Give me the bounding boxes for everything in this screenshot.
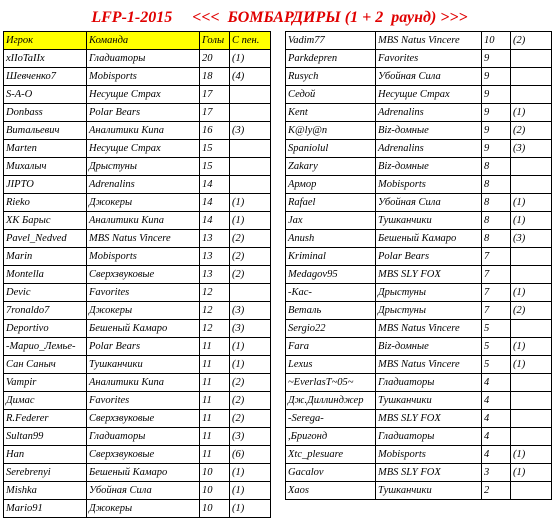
- team-cell: Тушканчики: [376, 392, 482, 410]
- team-cell: Несущие Страх: [87, 86, 200, 104]
- team-cell: MBS SLY FOX: [376, 266, 482, 284]
- table-row: [286, 248, 552, 266]
- goals-cell: 9: [482, 122, 511, 140]
- penalty-cell: [511, 68, 552, 86]
- goals-cell: 4: [482, 446, 511, 464]
- penalty-cell: (1): [230, 356, 271, 374]
- table-row: [4, 230, 271, 248]
- table-row: [286, 140, 552, 158]
- penalty-cell: (6): [230, 446, 271, 464]
- goals-cell: 8: [482, 194, 511, 212]
- table-row: [286, 104, 552, 122]
- table-row: [4, 104, 271, 122]
- table-row: [4, 86, 271, 104]
- penalty-cell: (1): [230, 500, 271, 518]
- player-cell: Седой: [286, 86, 376, 104]
- team-cell: Бешеный Камаро: [87, 320, 200, 338]
- table-row: [4, 356, 271, 374]
- penalty-cell: (2): [230, 266, 271, 284]
- player-cell: Vampir: [4, 374, 87, 392]
- table-row: [286, 374, 552, 392]
- team-cell: Polar Bears: [87, 338, 200, 356]
- team-cell: Аналитики Кипа: [87, 374, 200, 392]
- goals-cell: 13: [200, 266, 230, 284]
- goals-cell: 15: [200, 158, 230, 176]
- penalty-cell: (3): [230, 302, 271, 320]
- table-row: [286, 338, 552, 356]
- table-row: [286, 194, 552, 212]
- team-cell: Biz-домные: [376, 158, 482, 176]
- table-row: [286, 410, 552, 428]
- goals-cell: 5: [482, 356, 511, 374]
- player-cell: Serebrenyi: [4, 464, 87, 482]
- penalty-cell: (2): [230, 392, 271, 410]
- header-penalty: С пен.: [230, 32, 271, 50]
- table-row: [4, 212, 271, 230]
- penalty-cell: (2): [230, 230, 271, 248]
- goals-cell: 2: [482, 482, 511, 500]
- team-cell: Убойная Сила: [376, 194, 482, 212]
- player-cell: Шевченко7: [4, 68, 87, 86]
- team-cell: Mobisports: [87, 68, 200, 86]
- player-cell: JIPTO: [4, 176, 87, 194]
- player-cell: Montella: [4, 266, 87, 284]
- player-cell: Kriminal: [286, 248, 376, 266]
- goals-cell: 11: [200, 428, 230, 446]
- team-cell: Несущие Страх: [376, 86, 482, 104]
- penalty-cell: (1): [230, 338, 271, 356]
- player-cell: Devic: [4, 284, 87, 302]
- penalty-cell: [511, 176, 552, 194]
- penalty-cell: [511, 392, 552, 410]
- player-cell: Anush: [286, 230, 376, 248]
- penalty-cell: [511, 410, 552, 428]
- penalty-cell: (1): [511, 446, 552, 464]
- table-row: [286, 50, 552, 68]
- table-row: [4, 338, 271, 356]
- goals-cell: 10: [482, 32, 511, 50]
- penalty-cell: [511, 158, 552, 176]
- player-cell: Rieko: [4, 194, 87, 212]
- goals-cell: 10: [200, 482, 230, 500]
- player-cell: Vadim77: [286, 32, 376, 50]
- player-cell: Medagov95: [286, 266, 376, 284]
- goals-cell: 12: [200, 284, 230, 302]
- penalty-cell: [230, 104, 271, 122]
- table-row: [4, 500, 271, 518]
- table-row: [4, 320, 271, 338]
- penalty-cell: (2): [230, 410, 271, 428]
- penalty-cell: [511, 374, 552, 392]
- team-cell: Adrenalins: [376, 104, 482, 122]
- penalty-cell: (1): [511, 194, 552, 212]
- player-cell: Jax: [286, 212, 376, 230]
- goals-cell: 14: [200, 212, 230, 230]
- goals-cell: 4: [482, 428, 511, 446]
- penalty-cell: (1): [511, 464, 552, 482]
- player-cell: Mario91: [4, 500, 87, 518]
- player-cell: Михалыч: [4, 158, 87, 176]
- penalty-cell: (2): [230, 374, 271, 392]
- goals-cell: 9: [482, 68, 511, 86]
- team-cell: Джокеры: [87, 302, 200, 320]
- team-cell: Дрыстуны: [376, 284, 482, 302]
- penalty-cell: [511, 320, 552, 338]
- player-cell: Sultan99: [4, 428, 87, 446]
- team-cell: Favorites: [87, 284, 200, 302]
- table-row: [286, 212, 552, 230]
- penalty-cell: (3): [230, 428, 271, 446]
- goals-cell: 3: [482, 464, 511, 482]
- table-row: [286, 176, 552, 194]
- team-cell: MBS Natus Vincere: [376, 320, 482, 338]
- team-cell: Mobisports: [376, 176, 482, 194]
- player-cell: Sergio22: [286, 320, 376, 338]
- player-cell: Kent: [286, 104, 376, 122]
- goals-cell: 8: [482, 158, 511, 176]
- team-cell: Бешеный Камаро: [87, 464, 200, 482]
- table-row: [286, 86, 552, 104]
- team-cell: Сверхзвуковые: [87, 446, 200, 464]
- goals-cell: 13: [200, 230, 230, 248]
- player-cell: ,Бригонд: [286, 428, 376, 446]
- goals-cell: 10: [200, 464, 230, 482]
- player-cell: Fara: [286, 338, 376, 356]
- penalty-cell: (2): [511, 302, 552, 320]
- goals-cell: 9: [482, 50, 511, 68]
- table-row: [286, 302, 552, 320]
- player-cell: Rusych: [286, 68, 376, 86]
- team-cell: MBS Natus Vincere: [87, 230, 200, 248]
- header-goals: Голы: [200, 32, 230, 50]
- player-cell: Rafael: [286, 194, 376, 212]
- penalty-cell: [230, 176, 271, 194]
- goals-cell: 4: [482, 410, 511, 428]
- goals-cell: 8: [482, 176, 511, 194]
- team-cell: Аналитики Кипа: [87, 122, 200, 140]
- penalty-cell: (2): [230, 248, 271, 266]
- penalty-cell: (1): [511, 212, 552, 230]
- team-cell: Гладиаторы: [87, 50, 200, 68]
- goals-cell: 4: [482, 392, 511, 410]
- table-row: [4, 374, 271, 392]
- table-row: [4, 158, 271, 176]
- penalty-cell: (1): [511, 338, 552, 356]
- scorers-table-right: [285, 31, 552, 500]
- table-row: [4, 284, 271, 302]
- goals-cell: 7: [482, 248, 511, 266]
- table-row: [286, 320, 552, 338]
- goals-cell: 11: [200, 410, 230, 428]
- goals-cell: 16: [200, 122, 230, 140]
- team-cell: Сверхзвуковые: [87, 410, 200, 428]
- player-cell: Lexus: [286, 356, 376, 374]
- player-cell: -Марио_Лемье-: [4, 338, 87, 356]
- penalty-cell: (1): [511, 356, 552, 374]
- header-player: Игрок: [4, 32, 87, 50]
- goals-cell: 20: [200, 50, 230, 68]
- goals-cell: 12: [200, 320, 230, 338]
- player-cell: Нап: [4, 446, 87, 464]
- penalty-cell: [511, 248, 552, 266]
- player-cell: Gacalov: [286, 464, 376, 482]
- penalty-cell: (3): [230, 320, 271, 338]
- goals-cell: 15: [200, 140, 230, 158]
- team-cell: Polar Bears: [87, 104, 200, 122]
- player-cell: xIIoTaIIx: [4, 50, 87, 68]
- goals-cell: 17: [200, 86, 230, 104]
- team-cell: Mobisports: [87, 248, 200, 266]
- table-row: [286, 284, 552, 302]
- player-cell: Mishka: [4, 482, 87, 500]
- scorers-table-left: [3, 31, 271, 518]
- player-cell: Donbass: [4, 104, 87, 122]
- table-row: [4, 482, 271, 500]
- player-cell: Spaniolul: [286, 140, 376, 158]
- team-cell: Бешеный Камаро: [376, 230, 482, 248]
- penalty-cell: (1): [230, 50, 271, 68]
- player-cell: ~EverlasT~05~: [286, 374, 376, 392]
- goals-cell: 14: [200, 194, 230, 212]
- table-row: [4, 266, 271, 284]
- goals-cell: 12: [200, 302, 230, 320]
- table-row: [286, 356, 552, 374]
- player-cell: Deportivo: [4, 320, 87, 338]
- team-cell: Убойная Сила: [376, 68, 482, 86]
- goals-cell: 10: [200, 500, 230, 518]
- penalty-cell: [511, 50, 552, 68]
- goals-cell: 5: [482, 338, 511, 356]
- player-cell: Армор: [286, 176, 376, 194]
- table-row: [286, 68, 552, 86]
- goals-cell: 17: [200, 104, 230, 122]
- table-row: [4, 410, 271, 428]
- team-cell: Сверхзвуковые: [87, 266, 200, 284]
- table-row: [286, 482, 552, 500]
- goals-cell: 18: [200, 68, 230, 86]
- player-cell: Витальевич: [4, 122, 87, 140]
- goals-cell: 9: [482, 86, 511, 104]
- player-cell: -Кас-: [286, 284, 376, 302]
- player-cell: Pavel_Nedved: [4, 230, 87, 248]
- table-row: [4, 140, 271, 158]
- goals-cell: 7: [482, 284, 511, 302]
- goals-cell: 11: [200, 392, 230, 410]
- header-team: Команда: [87, 32, 200, 50]
- table-row: [286, 392, 552, 410]
- table-row: [4, 464, 271, 482]
- table-row: [286, 464, 552, 482]
- team-cell: Джокеры: [87, 500, 200, 518]
- penalty-cell: (1): [230, 212, 271, 230]
- team-cell: Дрыстуны: [376, 302, 482, 320]
- team-cell: MBS SLY FOX: [376, 410, 482, 428]
- table-row: [4, 122, 271, 140]
- team-cell: MBS Natus Vincere: [376, 32, 482, 50]
- table-row: [4, 302, 271, 320]
- table-row: [286, 122, 552, 140]
- player-cell: ХК Барыс: [4, 212, 87, 230]
- team-cell: Favorites: [376, 50, 482, 68]
- team-cell: Гладиаторы: [376, 428, 482, 446]
- team-cell: Adrenalins: [87, 176, 200, 194]
- table-row: [4, 392, 271, 410]
- team-cell: Несущие Страх: [87, 140, 200, 158]
- team-cell: Убойная Сила: [87, 482, 200, 500]
- penalty-cell: (3): [230, 122, 271, 140]
- team-cell: Favorites: [87, 392, 200, 410]
- goals-cell: 9: [482, 104, 511, 122]
- team-cell: Дрыстуны: [87, 158, 200, 176]
- penalty-cell: (1): [511, 284, 552, 302]
- goals-cell: 7: [482, 302, 511, 320]
- player-cell: Дж.Диллинджер: [286, 392, 376, 410]
- goals-cell: 4: [482, 374, 511, 392]
- goals-cell: 14: [200, 176, 230, 194]
- team-cell: Biz-домные: [376, 122, 482, 140]
- table-row: [286, 428, 552, 446]
- team-cell: Аналитики Кипа: [87, 212, 200, 230]
- table-row: [4, 446, 271, 464]
- goals-cell: 11: [200, 338, 230, 356]
- table-row: [286, 446, 552, 464]
- goals-cell: 13: [200, 248, 230, 266]
- penalty-cell: (3): [511, 140, 552, 158]
- player-cell: Xaos: [286, 482, 376, 500]
- player-cell: Parkdepren: [286, 50, 376, 68]
- header-row: [4, 32, 271, 50]
- team-cell: Гладиаторы: [376, 374, 482, 392]
- player-cell: S-A-O: [4, 86, 87, 104]
- table-row: [4, 68, 271, 86]
- penalty-cell: (1): [230, 194, 271, 212]
- player-cell: Zakary: [286, 158, 376, 176]
- player-cell: Веталь: [286, 302, 376, 320]
- player-cell: Marten: [4, 140, 87, 158]
- page-title: LFP-1-2015 <<< БОМБАРДИРЫ (1 + 2 раунд) >>>: [91, 9, 468, 26]
- table-row: [4, 248, 271, 266]
- goals-cell: 11: [200, 446, 230, 464]
- penalty-cell: [511, 266, 552, 284]
- penalty-cell: (2): [511, 122, 552, 140]
- penalty-cell: (3): [511, 230, 552, 248]
- team-cell: Biz-домные: [376, 338, 482, 356]
- player-cell: -Serega-: [286, 410, 376, 428]
- goals-cell: 9: [482, 140, 511, 158]
- team-cell: MBS Natus Vincere: [376, 356, 482, 374]
- team-cell: Mobisports: [376, 446, 482, 464]
- goals-cell: 8: [482, 212, 511, 230]
- table-row: [4, 428, 271, 446]
- team-cell: Adrenalins: [376, 140, 482, 158]
- penalty-cell: [230, 158, 271, 176]
- penalty-cell: (1): [230, 482, 271, 500]
- table-row: [286, 266, 552, 284]
- penalty-cell: [230, 140, 271, 158]
- team-cell: Тушканчики: [376, 482, 482, 500]
- player-cell: Сан Саныч: [4, 356, 87, 374]
- penalty-cell: (1): [230, 464, 271, 482]
- player-cell: K@ly@n: [286, 122, 376, 140]
- penalty-cell: [230, 86, 271, 104]
- player-cell: R.Federer: [4, 410, 87, 428]
- penalty-cell: (1): [511, 104, 552, 122]
- penalty-cell: (2): [511, 32, 552, 50]
- team-cell: MBS SLY FOX: [376, 464, 482, 482]
- player-cell: Димас: [4, 392, 87, 410]
- goals-cell: 11: [200, 356, 230, 374]
- team-cell: Джокеры: [87, 194, 200, 212]
- goals-cell: 8: [482, 230, 511, 248]
- team-cell: Тушканчики: [87, 356, 200, 374]
- table-row: [286, 230, 552, 248]
- player-cell: Marin: [4, 248, 87, 266]
- team-cell: Гладиаторы: [87, 428, 200, 446]
- player-cell: 7ronaldo7: [4, 302, 87, 320]
- goals-cell: 11: [200, 374, 230, 392]
- table-row: [4, 50, 271, 68]
- table-row: [286, 158, 552, 176]
- table-row: [4, 176, 271, 194]
- penalty-cell: [511, 428, 552, 446]
- table-row: [286, 32, 552, 50]
- goals-cell: 7: [482, 266, 511, 284]
- penalty-cell: (4): [230, 68, 271, 86]
- penalty-cell: [511, 482, 552, 500]
- team-cell: Polar Bears: [376, 248, 482, 266]
- team-cell: Тушканчики: [376, 212, 482, 230]
- player-cell: Xtc_plesuare: [286, 446, 376, 464]
- penalty-cell: [230, 284, 271, 302]
- goals-cell: 5: [482, 320, 511, 338]
- penalty-cell: [511, 86, 552, 104]
- table-row: [4, 194, 271, 212]
